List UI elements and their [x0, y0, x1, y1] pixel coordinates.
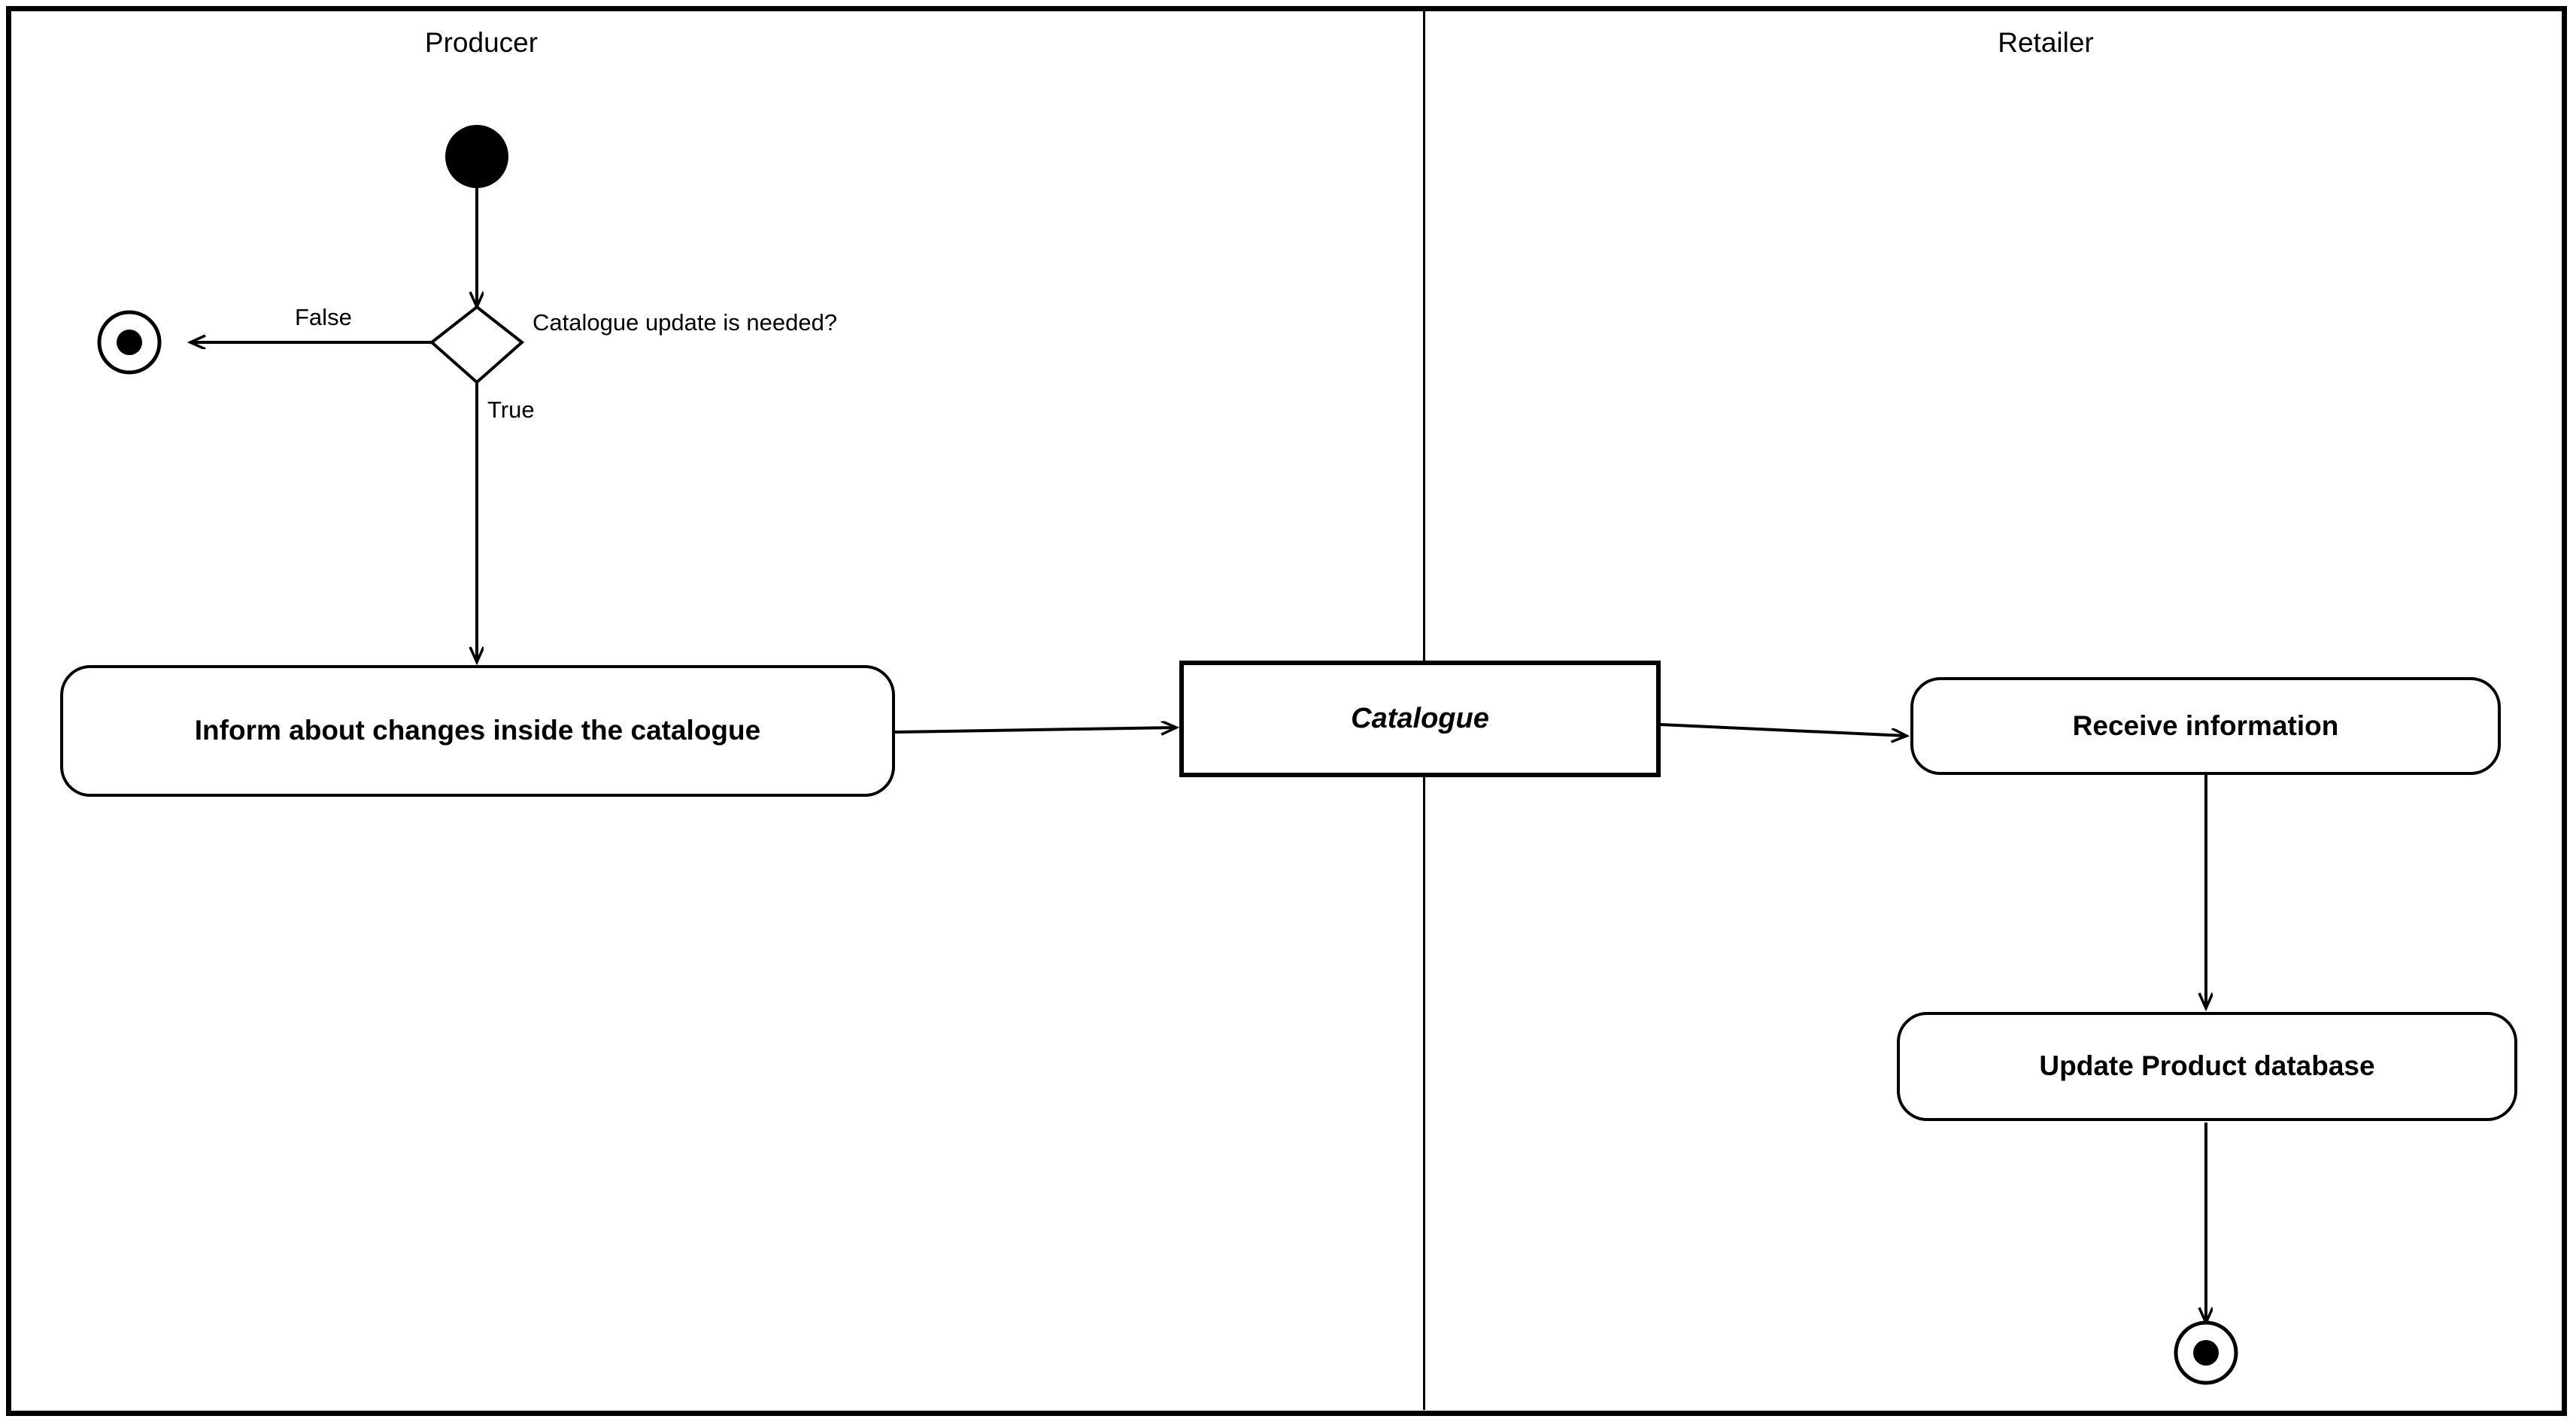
decision-node-label: Catalogue update is needed? — [532, 309, 838, 336]
lane-title-retailer: Retailer — [1998, 27, 2094, 58]
action-inform-about-changes[interactable]: Inform about changes inside the catalogue — [60, 665, 895, 797]
object-node-catalogue[interactable]: Catalogue — [1179, 661, 1661, 777]
edge-label-false: False — [295, 304, 352, 330]
lane-title-producer: Producer — [424, 27, 539, 58]
edge-label-true: True — [487, 397, 535, 423]
action-receive-information[interactable]: Receive information — [1910, 677, 2501, 775]
action-update-product-database[interactable]: Update Product database — [1897, 1012, 2517, 1121]
